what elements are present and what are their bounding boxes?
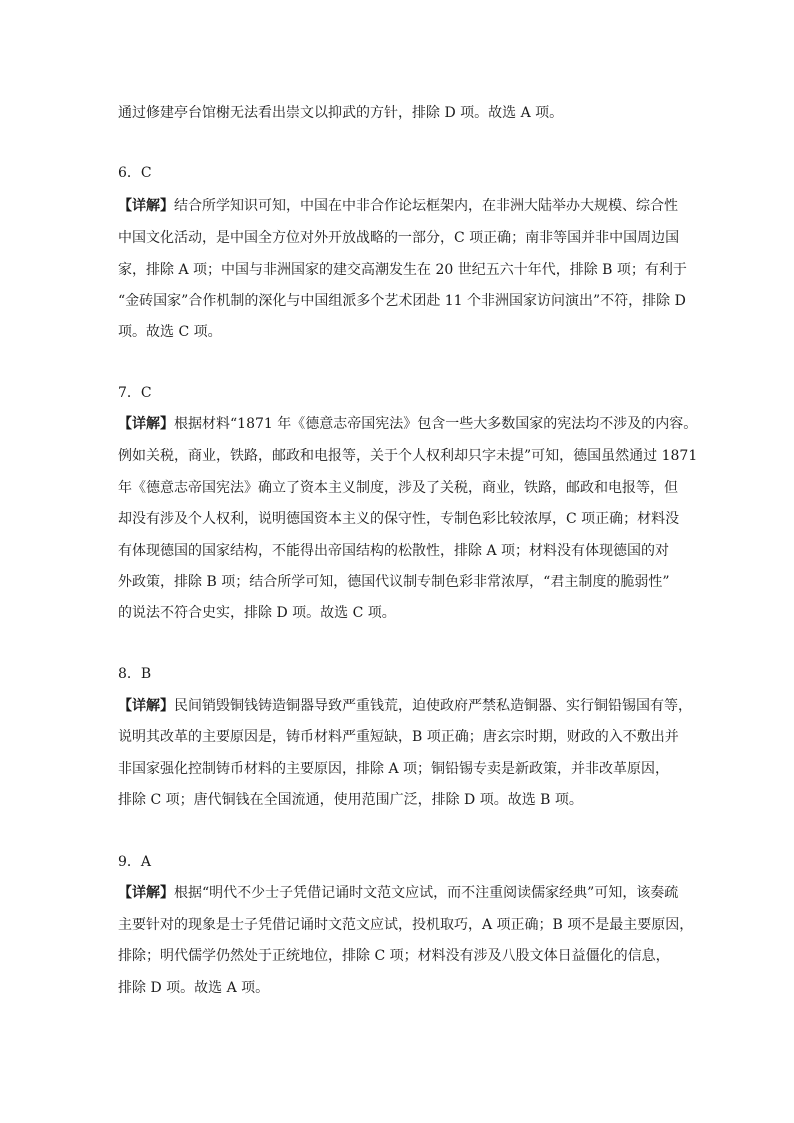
question-9-line xyxy=(118,883,678,903)
question-8-line xyxy=(118,696,692,716)
question-7-line: 有体现德国的国家结构，不能得出帝国结构的松散性，排除 A 项；材料没有体现德国的对 xyxy=(118,543,670,559)
question-7-text: 根据材料“1871 年《德意志帝国宪法》包含一些大多数国家的宪法均不涉及的内容。 xyxy=(174,416,698,432)
question-6-line: 家，排除 A 项；中国与非洲国家的建交高潮发生在 20 世纪五六十年代，排除 B 项；有利于 xyxy=(118,262,687,278)
question-6-line: 中国文化活动，是中国全方位对外开放战略的一部分，C 项正确；南非等国并非中国周边国 xyxy=(118,230,680,246)
question-7-line: 的说法不符合史实，排除 D 项。故选 C 项。 xyxy=(118,605,396,621)
question-6-number: 6．C xyxy=(118,165,152,181)
question-6-line: “金砖国家”合作机制的深化与中国组派多个艺术团赴 11 个非洲国家访问演出”不符，排除 D xyxy=(118,293,686,309)
question-7-line: 例如关税，商业，铁路，邮政和电报等，关于个人权利却只字未提”可知，德国虽然通过 1871 xyxy=(118,448,698,464)
question-9-text: 根据“明代不少士子凭借记诵时文范文应试，而不注重阅读儒家经典”可知，该奏疏 xyxy=(174,885,679,901)
question-9-line: 排除；明代儒学仍然处于正统地位，排除 C 项；材料没有涉及八股文体日益僵化的信息， xyxy=(118,948,670,964)
question-6-text: 结合所学知识可知，中国在中非合作论坛框架内，在非洲大陆举办大规模、综合性 xyxy=(174,198,678,214)
detail-tag: 【详解】 xyxy=(118,416,174,432)
question-9-line: 主要针对的现象是士子凭借记诵时文范文应试，投机取巧，A 项正确；B 项不是最主要原因， xyxy=(118,917,694,933)
question-6-line: 项。故选 C 项。 xyxy=(118,324,222,340)
question-7-number: 7．C xyxy=(118,385,152,401)
question-8-number: 8．B xyxy=(118,666,152,682)
question-9-number: 9．A xyxy=(118,854,152,870)
question-7-line: 年《德意志帝国宪法》确立了资本主义制度，涉及了关税，商业，铁路，邮政和电报等，但 xyxy=(118,480,678,496)
detail-tag: 【详解】 xyxy=(118,198,174,214)
detail-tag: 【详解】 xyxy=(118,698,174,714)
question-9-line: 排除 D 项。故选 A 项。 xyxy=(118,980,270,996)
question-7-line: 外政策，排除 B 项；结合所学可知，德国代议制专制色彩非常浓厚，“君主制度的脆弱性” xyxy=(118,574,670,590)
question-8-text: 民间销毁铜钱铸造铜器导致严重钱荒，迫使政府严禁私造铜器、实行铜铅锡国有等， xyxy=(174,698,692,714)
question-8-line: 说明其改革的主要原因是，铸币材料严重短缺，B 项正确；唐玄宗时期，财政的入不敷出并 xyxy=(118,729,679,745)
question-8-line: 排除 C 项；唐代铜钱在全国流通，使用范围广泛，排除 D 项。故选 B 项。 xyxy=(118,792,583,808)
intro-line: 通过修建亭台馆榭无法看出崇文以抑武的方针，排除 D 项。故选 A 项。 xyxy=(118,105,564,121)
question-7-line: 却没有涉及个人权利，说明德国资本主义的保守性，专制色彩比较浓厚，C 项正确；材料没 xyxy=(118,511,680,527)
question-7-line xyxy=(118,414,698,434)
question-6-line xyxy=(118,196,678,216)
detail-tag: 【详解】 xyxy=(118,885,174,901)
question-8-line: 非国家强化控制铸币材料的主要原因，排除 A 项；铜铅锡专卖是新政策，并非改革原因， xyxy=(118,761,670,777)
